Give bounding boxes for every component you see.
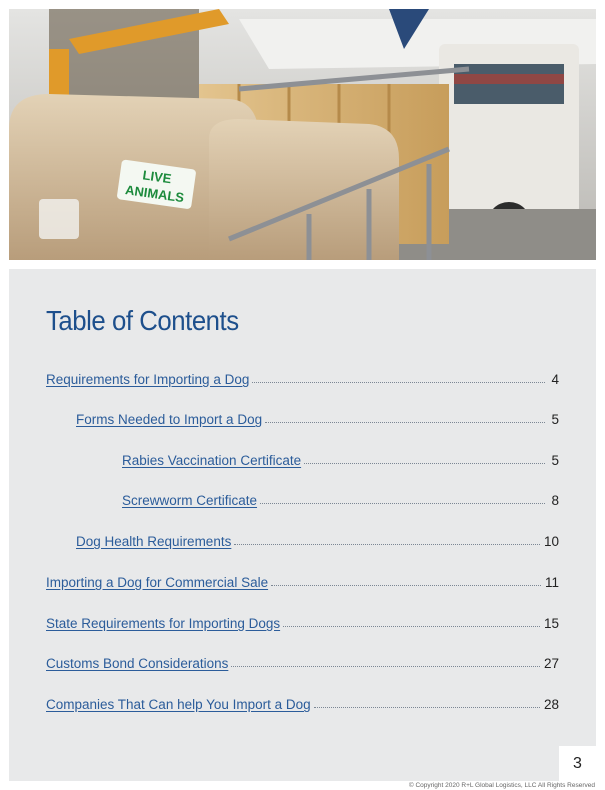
toc-leader-dots xyxy=(231,666,540,667)
toc-entry-forms[interactable] xyxy=(76,409,559,427)
toc-link[interactable]: State Requirements for Importing Dogs xyxy=(46,616,281,631)
toc-entry-screwworm[interactable] xyxy=(122,490,559,508)
toc-link[interactable]: Forms Needed to Import a Dog xyxy=(76,412,263,427)
toc-panel xyxy=(9,269,596,781)
toc-page-number: 4 xyxy=(551,372,559,387)
toc-page-number: 15 xyxy=(543,616,559,631)
toc-link[interactable]: Screwworm Certificate xyxy=(122,493,258,508)
page-number: 3 xyxy=(559,746,596,781)
toc-link[interactable]: Importing a Dog for Commercial Sale xyxy=(46,575,269,590)
toc-page-number: 28 xyxy=(543,697,559,712)
svg-text:ANIMALS: ANIMALS xyxy=(124,182,186,206)
toc-entry-requirements[interactable] xyxy=(46,369,559,387)
toc-page-number: 27 xyxy=(543,656,559,671)
toc-entry-customs[interactable] xyxy=(46,653,559,671)
toc-leader-dots xyxy=(314,707,540,708)
toc-page-number: 11 xyxy=(544,575,559,590)
toc-link[interactable]: Requirements for Importing a Dog xyxy=(46,372,250,387)
airport-cargo-illustration xyxy=(9,9,596,260)
toc-leader-dots xyxy=(265,422,545,423)
toc-entry-commercial[interactable] xyxy=(46,572,559,590)
toc-entry-companies[interactable] xyxy=(46,694,559,712)
copyright-notice: © Copyright 2020 R+L Global Logistics, LLC All Rights Reserved xyxy=(408,782,595,789)
toc-leader-dots xyxy=(271,585,541,586)
toc-link[interactable]: Customs Bond Considerations xyxy=(46,656,229,671)
toc-page-number: 10 xyxy=(543,534,559,549)
toc-page-number: 5 xyxy=(551,412,559,427)
toc-entry-state[interactable] xyxy=(46,613,559,631)
toc-leader-dots xyxy=(260,503,545,504)
toc-leader-dots xyxy=(304,463,545,464)
hero-photo xyxy=(9,9,596,260)
toc-leader-dots xyxy=(283,626,540,627)
toc-entry-health[interactable] xyxy=(76,531,559,549)
toc-leader-dots xyxy=(252,382,545,383)
toc-link[interactable]: Rabies Vaccination Certificate xyxy=(122,453,302,468)
toc-page-number: 5 xyxy=(551,453,559,468)
toc-entry-rabies[interactable] xyxy=(122,450,559,468)
svg-text:LIVE: LIVE xyxy=(141,167,173,187)
toc-title: Table of Contents xyxy=(46,305,239,336)
toc-page-number: 8 xyxy=(551,493,559,508)
toc-leader-dots xyxy=(234,544,540,545)
toc-link[interactable]: Dog Health Requirements xyxy=(76,534,232,549)
toc-link[interactable]: Companies That Can help You Import a Dog xyxy=(46,697,311,712)
